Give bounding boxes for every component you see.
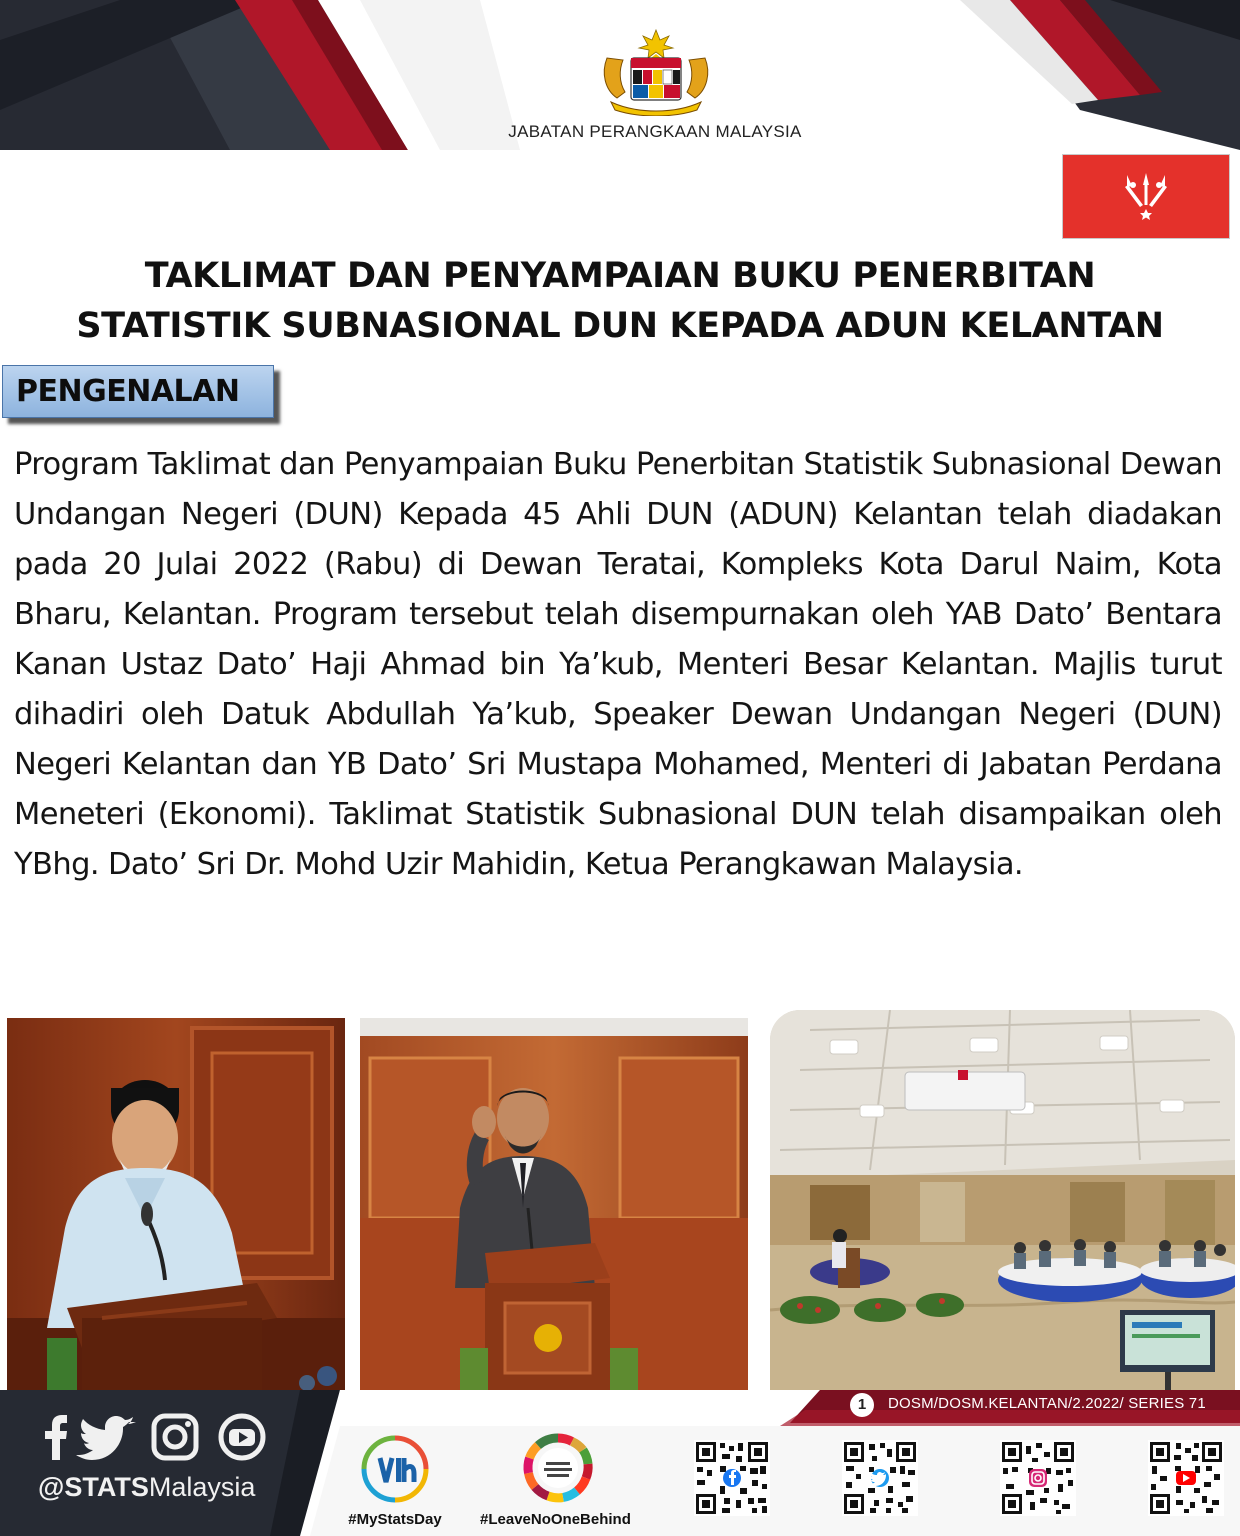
handle-bold: @STATS: [38, 1472, 149, 1502]
series-code: DOSM/DOSM.KELANTAN/2.2022/ SERIES 71: [888, 1395, 1206, 1412]
photo-chief-statistician: [360, 1018, 748, 1393]
coat-of-arms-logo: [597, 28, 715, 116]
section-label-text: PENGENALAN: [16, 374, 240, 409]
facebook-icon[interactable]: [45, 1415, 67, 1460]
twitter-icon[interactable]: [76, 1416, 136, 1460]
photo-speaker-menteri-besar: [7, 1018, 345, 1393]
instagram-icon[interactable]: [154, 1416, 196, 1458]
body-paragraph: Program Taklimat dan Penyampaian Buku Penerbitan Statistik Subnasional Dewan Undangan Negeri (DUN) Kepada 45 Ahli DUN (ADUN) Kelantan telah diadakan pada 20 Julai 2022 (Rabu) di Dewan Teratai, Kompleks Kota Darul Naim, Kota Bharu, Kelantan. Program tersebut telah disempurnakan oleh YAB Dato’ Bentara Kanan Ustaz Dato’ Haji Ahmad bin Ya’kub, Menteri Besar Kelantan. Majlis turut dihadiri oleh Datuk Abdullah Ya’kub, Speaker Dewan Undangan Negeri (DUN) Negeri Kelantan dan YB Dato’ Sri Mustapa Mohamed, Menteri di Jabatan Perdana Meneteri (Ekonomi). Taklimat Statistik Subnasional DUN telah disampaikan oleh YBhg. Dato’ Sri Dr. Mohd Uzir Mahidin, Ketua Perangkawan Malaysia.: [14, 447, 1222, 882]
qr-code-youtube[interactable]: [1148, 1440, 1224, 1516]
handle-rest: Malaysia: [148, 1472, 256, 1502]
title-line-1: TAKLIMAT DAN PENYAMPAIAN BUKU PENERBITAN: [144, 256, 1096, 296]
title-line-2: STATISTIK SUBNASIONAL DUN KEPADA ADUN KELANTAN: [76, 306, 1164, 346]
hashtag-leavenoonebehind: #LeaveNoOneBehind: [480, 1511, 631, 1528]
section-label: [2, 365, 274, 418]
qr-code-instagram[interactable]: [1000, 1440, 1076, 1516]
agency-name: JABATAN PERANGKAAN MALAYSIA: [508, 122, 802, 141]
youtube-icon[interactable]: [221, 1416, 263, 1458]
hashtag-mystatsday: #MyStatsDay: [348, 1511, 442, 1528]
kelantan-emblem-icon: [1063, 155, 1229, 238]
page-number: 1: [850, 1393, 874, 1417]
page-title: [20, 251, 1220, 351]
sdg-logo: [520, 1430, 596, 1506]
social-icons: [38, 1412, 268, 1464]
social-handle: [38, 1470, 255, 1504]
photo-hall-audience: [770, 1010, 1235, 1393]
kelantan-flag: [1062, 154, 1230, 239]
qr-code-twitter[interactable]: [842, 1440, 918, 1516]
mystatsday-logo: [356, 1430, 434, 1508]
qr-code-facebook[interactable]: [694, 1440, 770, 1516]
